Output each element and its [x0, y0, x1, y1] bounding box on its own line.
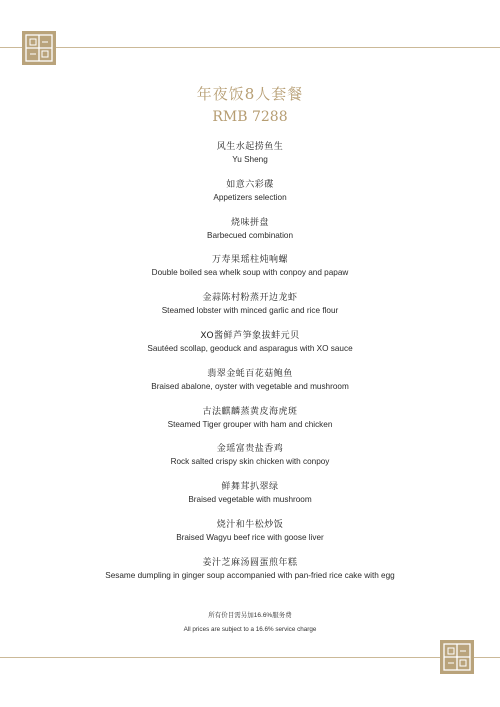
- course-name-en: Barbecued combination: [206, 230, 294, 240]
- course-name-zh: 风生水起捞鱼生: [216, 142, 284, 152]
- course-name-zh: 鲜舞茸扒翠绿: [221, 482, 279, 493]
- course-name-en: Sautéed scollap, geoduck and asparagus with XO sauce: [147, 343, 353, 353]
- course-item: [0, 331, 500, 369]
- course-name-en: Braised vegetable with mushroom: [188, 495, 312, 505]
- course-name-en: Sesame dumpling in ginger soup accompanied with pan-fried rice cake with egg: [105, 570, 395, 580]
- course-item: [0, 520, 500, 558]
- course-item: [0, 369, 500, 407]
- course-item: [0, 180, 500, 218]
- course-item: [0, 218, 500, 256]
- course-item: [0, 407, 500, 445]
- course-list: [0, 142, 500, 596]
- course-name-en: Appetizers selection: [213, 192, 287, 202]
- menu-title-block: [0, 85, 500, 126]
- course-item: [0, 293, 500, 331]
- course-name-zh: 烧味拼盘: [230, 217, 269, 228]
- course-item: [0, 255, 500, 293]
- course-item: [0, 482, 500, 520]
- course-name-zh: 如意六彩碟: [226, 179, 274, 190]
- course-name-zh: 金蒜陈村粉蒸开边龙虾: [202, 293, 298, 304]
- menu-title: 年夜饭8人套餐: [196, 85, 304, 103]
- service-note-en: All prices are subject to a 16.6% service charge: [183, 626, 317, 633]
- course-name-en: Double boiled sea whelk soup with conpoy and papaw: [151, 268, 349, 278]
- course-name-zh: 烧汁和牛松炒饭: [216, 519, 284, 530]
- course-name-zh: 姜汁芝麻汤圆蛋煎年糕: [202, 557, 298, 568]
- bottom-divider: [0, 657, 500, 658]
- course-name-en: Steamed Tiger grouper with ham and chicken: [167, 419, 333, 429]
- course-name-en: Steamed lobster with minced garlic and rice flour: [161, 306, 339, 316]
- course-name-en: Braised abalone, oyster with vegetable and mushroom: [151, 381, 349, 391]
- course-item: [0, 142, 500, 180]
- course-name-zh: XO酱鲜芦笋象拔蚌元贝: [200, 330, 300, 341]
- top-divider: [0, 47, 500, 48]
- service-note-zh: 所有价目需另加16.6%服务费: [208, 612, 292, 619]
- course-name-en: Braised Wagyu beef rice with goose liver: [176, 532, 324, 542]
- course-item: [0, 558, 500, 596]
- square-logo-icon: [440, 640, 474, 674]
- course-name-en: Rock salted crispy skin chicken with conpoy: [170, 457, 330, 467]
- course-name-en: Yu Sheng: [232, 155, 268, 164]
- course-name-zh: 古法麒麟蒸黄皮海虎斑: [202, 406, 298, 417]
- course-name-zh: 翡翠金蚝百花菇鲍鱼: [207, 368, 293, 379]
- course-item: [0, 444, 500, 482]
- square-logo-icon: [22, 31, 56, 65]
- service-charge-note: [0, 611, 500, 634]
- menu-price: RMB 7288: [212, 109, 288, 125]
- course-name-zh: 万寿果瑶柱炖响螺: [211, 255, 288, 266]
- course-name-zh: 金瑶富贵盐香鸡: [216, 444, 284, 455]
